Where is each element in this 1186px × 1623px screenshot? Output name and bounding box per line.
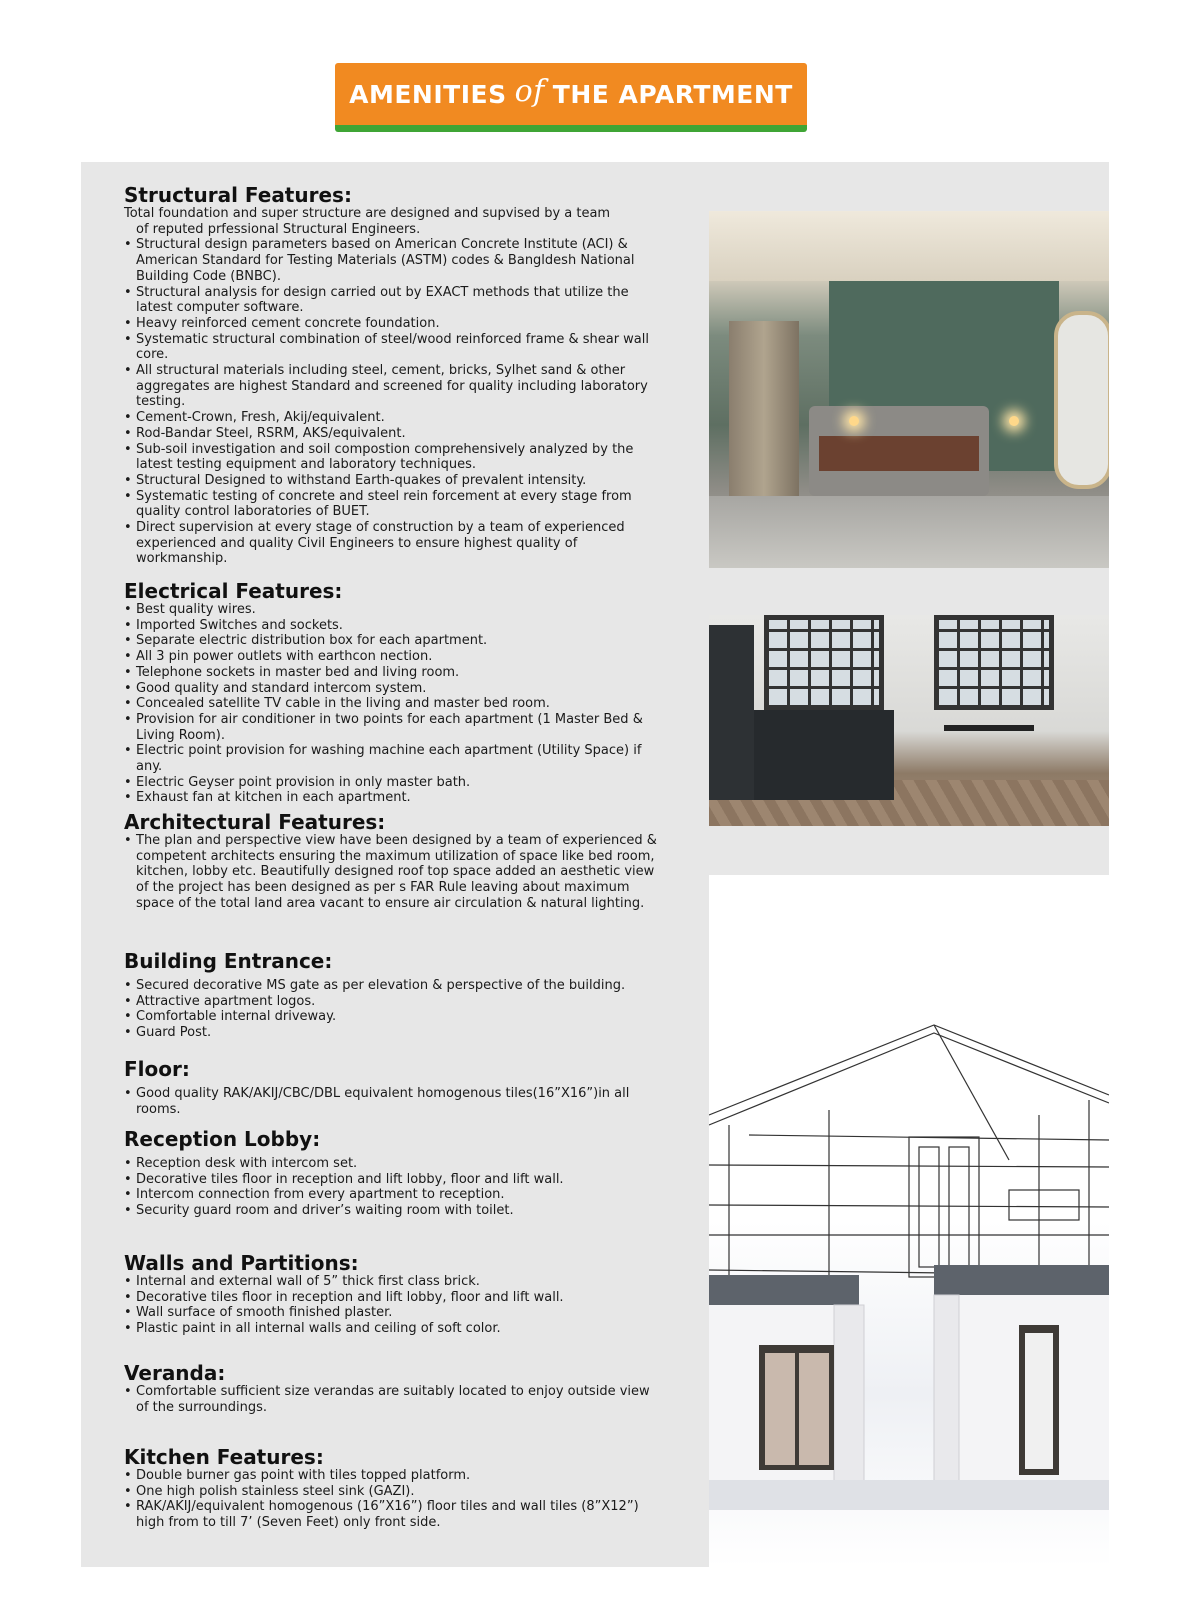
- kitchen-photo: [709, 615, 1109, 826]
- section-electrical: [124, 580, 664, 806]
- section-title: Architectural Features:: [124, 810, 386, 834]
- list-item: • Best quality wires.: [124, 602, 664, 618]
- section-title: Building Entrance:: [124, 949, 333, 973]
- list-item: • Comfortable sufficient size verandas are suitably located to enjoy outside view of the surroundings.: [124, 1384, 664, 1415]
- bed-blanket: [819, 436, 979, 471]
- walls-list: [124, 1274, 664, 1337]
- electrical-list: [124, 602, 664, 806]
- architecture-sketch: [709, 875, 1109, 1567]
- lobby-list: [124, 1156, 664, 1219]
- list-item: • RAK/AKIJ/equivalent homogenous (16”X16”) floor tiles and wall tiles (8”X12”) high from to till 7’ (Seven Feet) only front side.: [124, 1499, 664, 1530]
- section-title: Floor:: [124, 1057, 190, 1081]
- list-item: • Decorative tiles floor in reception and lift lobby, floor and lift wall.: [124, 1172, 664, 1188]
- entrance-list: [124, 978, 664, 1041]
- list-item: • Direct supervision at every stage of construction by a team of experienced experienced and quality Civil Engineers to ensure highest quality of workmanship.: [124, 520, 664, 567]
- section-architectural: [124, 811, 664, 912]
- section-lobby: [124, 1128, 664, 1219]
- dining-table: [944, 725, 1034, 731]
- title-banner: [335, 63, 807, 132]
- list-item: • Electric point provision for washing machine each apartment (Utility Space) if any.: [124, 743, 664, 774]
- list-item: • Heavy reinforced cement concrete foundation.: [124, 316, 664, 332]
- list-item: • Systematic structural combination of steel/wood reinforced frame & shear wall core.: [124, 332, 664, 363]
- section-veranda: [124, 1362, 664, 1415]
- list-item: • Separate electric distribution box for each apartment.: [124, 633, 664, 649]
- list-item: • Guard Post.: [124, 1025, 664, 1041]
- list-item: • One high polish stainless steel sink (GAZI).: [124, 1484, 664, 1500]
- list-item: • Electric Geyser point provision in only master bath.: [124, 775, 664, 791]
- bedroom-photo: [709, 211, 1109, 568]
- list-item: • Wall surface of smooth finished plaster.: [124, 1305, 664, 1321]
- list-item: • Good quality RAK/AKIJ/CBC/DBL equivalent homogenous tiles(16”X16”)in all rooms.: [124, 1086, 664, 1117]
- section-floor: [124, 1058, 664, 1117]
- section-title: Electrical Features:: [124, 579, 343, 603]
- oval-mirror: [1054, 311, 1109, 489]
- list-item: • Reception desk with intercom set.: [124, 1156, 664, 1172]
- section-structural: [124, 184, 664, 567]
- list-item: • Telephone sockets in master bed and living room.: [124, 665, 664, 681]
- kitchen-window: [934, 615, 1054, 710]
- building-wireframe-illustration: [709, 875, 1109, 1567]
- list-item: • Provision for air conditioner in two points for each apartment (1 Master Bed & Living Room).: [124, 712, 664, 743]
- section-lead-continued: of reputed prfessional Structural Engineers.: [136, 221, 421, 237]
- list-item: • Secured decorative MS gate as per elevation & perspective of the building.: [124, 978, 664, 994]
- kitchen-list: [124, 1468, 664, 1531]
- section-title: Veranda:: [124, 1361, 226, 1385]
- section-title: Walls and Partitions:: [124, 1251, 359, 1275]
- bedroom-ceiling: [709, 211, 1109, 281]
- list-item: • Double burner gas point with tiles topped platform.: [124, 1468, 664, 1484]
- list-item: • Decorative tiles floor in reception and lift lobby, floor and lift wall.: [124, 1290, 664, 1306]
- veranda-list: [124, 1384, 664, 1415]
- lamp-icon: [1009, 416, 1019, 426]
- section-entrance: [124, 950, 664, 1041]
- list-item: • Structural Designed to withstand Earth-quakes of prevalent intensity.: [124, 473, 664, 489]
- list-item: • Plastic paint in all internal walls and ceiling of soft color.: [124, 1321, 664, 1337]
- list-item: • Exhaust fan at kitchen in each apartment.: [124, 790, 664, 806]
- section-lead: Total foundation and super structure are designed and supvised by a team: [124, 206, 611, 221]
- list-item: • All structural materials including steel, cement, bricks, Sylhet sand & other aggregates are highest Standard and screened for quality including laboratory testing.: [124, 363, 664, 410]
- bedroom-curtain: [729, 321, 799, 501]
- list-item: • All 3 pin power outlets with earthcon nection.: [124, 649, 664, 665]
- bedroom-floor: [709, 496, 1109, 568]
- list-item: • Internal and external wall of 5” thick first class brick.: [124, 1274, 664, 1290]
- list-item: • Security guard room and driver’s waiting room with toilet.: [124, 1203, 664, 1219]
- list-item: • Structural design parameters based on American Concrete Institute (ACI) & American Standard for Testing Materials (ASTM) codes & Bangldesh National Building Code (BNBC).: [124, 237, 664, 284]
- list-item: • Sub-soil investigation and soil compostion comprehensively analyzed by the latest testing equipment and laboratory techniques.: [124, 442, 664, 473]
- list-item: • The plan and perspective view have been designed by a team of experienced & competent architects ensuring the maximum utilization of space like bed room, kitchen, lobby etc. Beautifully designed roof top space added an aesthetic view of the project has been designed as per s FAR Rule leaving about maximum space of the total land area vacant to ensure air circulation & natural lighting.: [124, 833, 664, 912]
- section-kitchen: [124, 1446, 664, 1531]
- section-walls: [124, 1252, 664, 1337]
- kitchen-fridge: [709, 625, 754, 800]
- list-item: • Attractive apartment logos.: [124, 994, 664, 1010]
- banner-text-right: THE APARTMENT: [552, 79, 793, 109]
- lamp-icon: [849, 416, 859, 426]
- section-title: Structural Features:: [124, 183, 352, 207]
- list-item: • Imported Switches and sockets.: [124, 618, 664, 634]
- list-item: • Comfortable internal driveway.: [124, 1009, 664, 1025]
- kitchen-window: [764, 615, 884, 710]
- banner-text-left: AMENITIES: [349, 79, 507, 109]
- list-item: • Cement-Crown, Fresh, Akij/equivalent.: [124, 410, 664, 426]
- list-item: • Systematic testing of concrete and steel rein forcement at every stage from quality control laboratories of BUET.: [124, 489, 664, 520]
- architectural-list: [124, 833, 664, 912]
- structural-list: [124, 237, 664, 567]
- list-item: • Rod-Bandar Steel, RSRM, AKS/equivalent.: [124, 426, 664, 442]
- list-item: • Intercom connection from every apartment to reception.: [124, 1187, 664, 1203]
- section-title: Reception Lobby:: [124, 1127, 321, 1151]
- banner-text-of: of: [514, 73, 545, 109]
- floor-list: [124, 1086, 664, 1117]
- list-item: • Structural analysis for design carried out by EXACT methods that utilize the latest computer software.: [124, 285, 664, 316]
- list-item: • Good quality and standard intercom system.: [124, 681, 664, 697]
- list-item: • Concealed satellite TV cable in the living and master bed room.: [124, 696, 664, 712]
- section-title: Kitchen Features:: [124, 1445, 324, 1469]
